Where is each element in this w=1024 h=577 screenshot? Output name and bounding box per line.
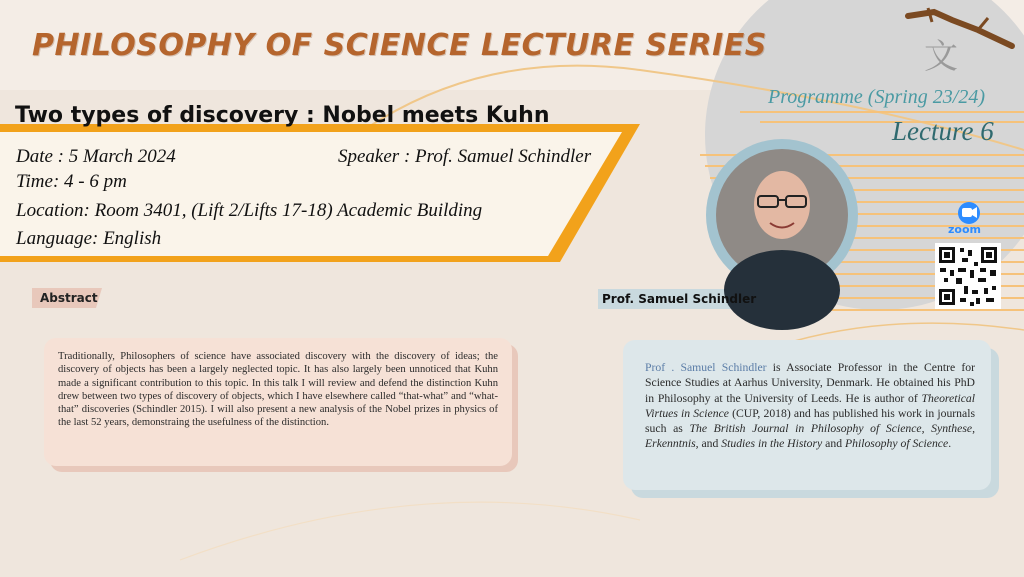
abstract-text: Traditionally, Philosophers of science have associated discovery with the discovery of ideas; the discovery of objects has been a largely neglected topic. It has also largely been unnoticed that Kuhn made a significant contribution to this topic. In this talk I will review and defend the distinction Kuhn drew between two types of discovery of objects, which I have elsewhere called “that-what” and “what-that” discoveries (Schindler 2015). I will also present a new analysis of the Nobel prizes in physics of the last 52 years, demonstraing the usefulness of the distinction. bbox=[58, 351, 498, 429]
series-title: PHILOSOPHY OF SCIENCE LECTURE SERIES bbox=[32, 28, 767, 63]
bio-journal: Philosophy of Science bbox=[844, 437, 949, 451]
talk-speaker: Speaker : Prof. Samuel Schindler bbox=[338, 146, 592, 167]
abstract-box bbox=[44, 338, 512, 466]
bio-journal: Studies in the History bbox=[721, 437, 823, 451]
speaker-photo-caption: Prof. Samuel Schindler bbox=[602, 292, 757, 306]
bio-text-part: (CUP, 2018) and has published his work in journals such as bbox=[645, 406, 976, 436]
svg-text:文: 文 bbox=[924, 37, 958, 77]
lecture-number: Lecture 6 bbox=[892, 116, 994, 146]
speaker-bio bbox=[645, 360, 975, 452]
speaker-photo bbox=[706, 139, 858, 291]
talk-location: Location: Room 3401, (Lift 2/Lifts 17-18) Academic Building bbox=[16, 200, 483, 221]
talk-date: Date : 5 March 2024 bbox=[16, 146, 176, 167]
bio-text-part: is Associate Professor in the Centre for Science Studies at Aarhus University, Denmark. He obtained his PhD in Philosophy at the University of Leeds. He is author of bbox=[645, 361, 975, 405]
bio-speaker-name: Prof . Samuel Schindler bbox=[645, 361, 767, 374]
talk-time: Time: 4 - 6 pm bbox=[16, 171, 127, 192]
zoom-label[interactable]: zoom bbox=[948, 223, 981, 236]
bio-book-title: Theoretical Virtues in Science bbox=[645, 391, 975, 420]
bio-journals: The British Journal in Philosophy of Science, Synthese, Erkenntnis, bbox=[645, 422, 975, 451]
bio-text-part: and bbox=[822, 437, 845, 451]
programme-label: Programme (Spring 23/24) bbox=[768, 86, 986, 108]
qr-code[interactable] bbox=[935, 243, 1001, 309]
talk-language: Language: English bbox=[16, 228, 162, 249]
bio-text-part: . bbox=[948, 437, 952, 451]
logo-icon bbox=[908, 4, 1016, 70]
speaker-bio-box bbox=[623, 340, 991, 490]
zoom-icon[interactable] bbox=[957, 201, 981, 225]
bio-text-part: and bbox=[698, 437, 722, 451]
abstract-label: Abstract bbox=[40, 291, 98, 305]
talk-title: Two types of discovery : Nobel meets Kuhn bbox=[15, 103, 550, 128]
